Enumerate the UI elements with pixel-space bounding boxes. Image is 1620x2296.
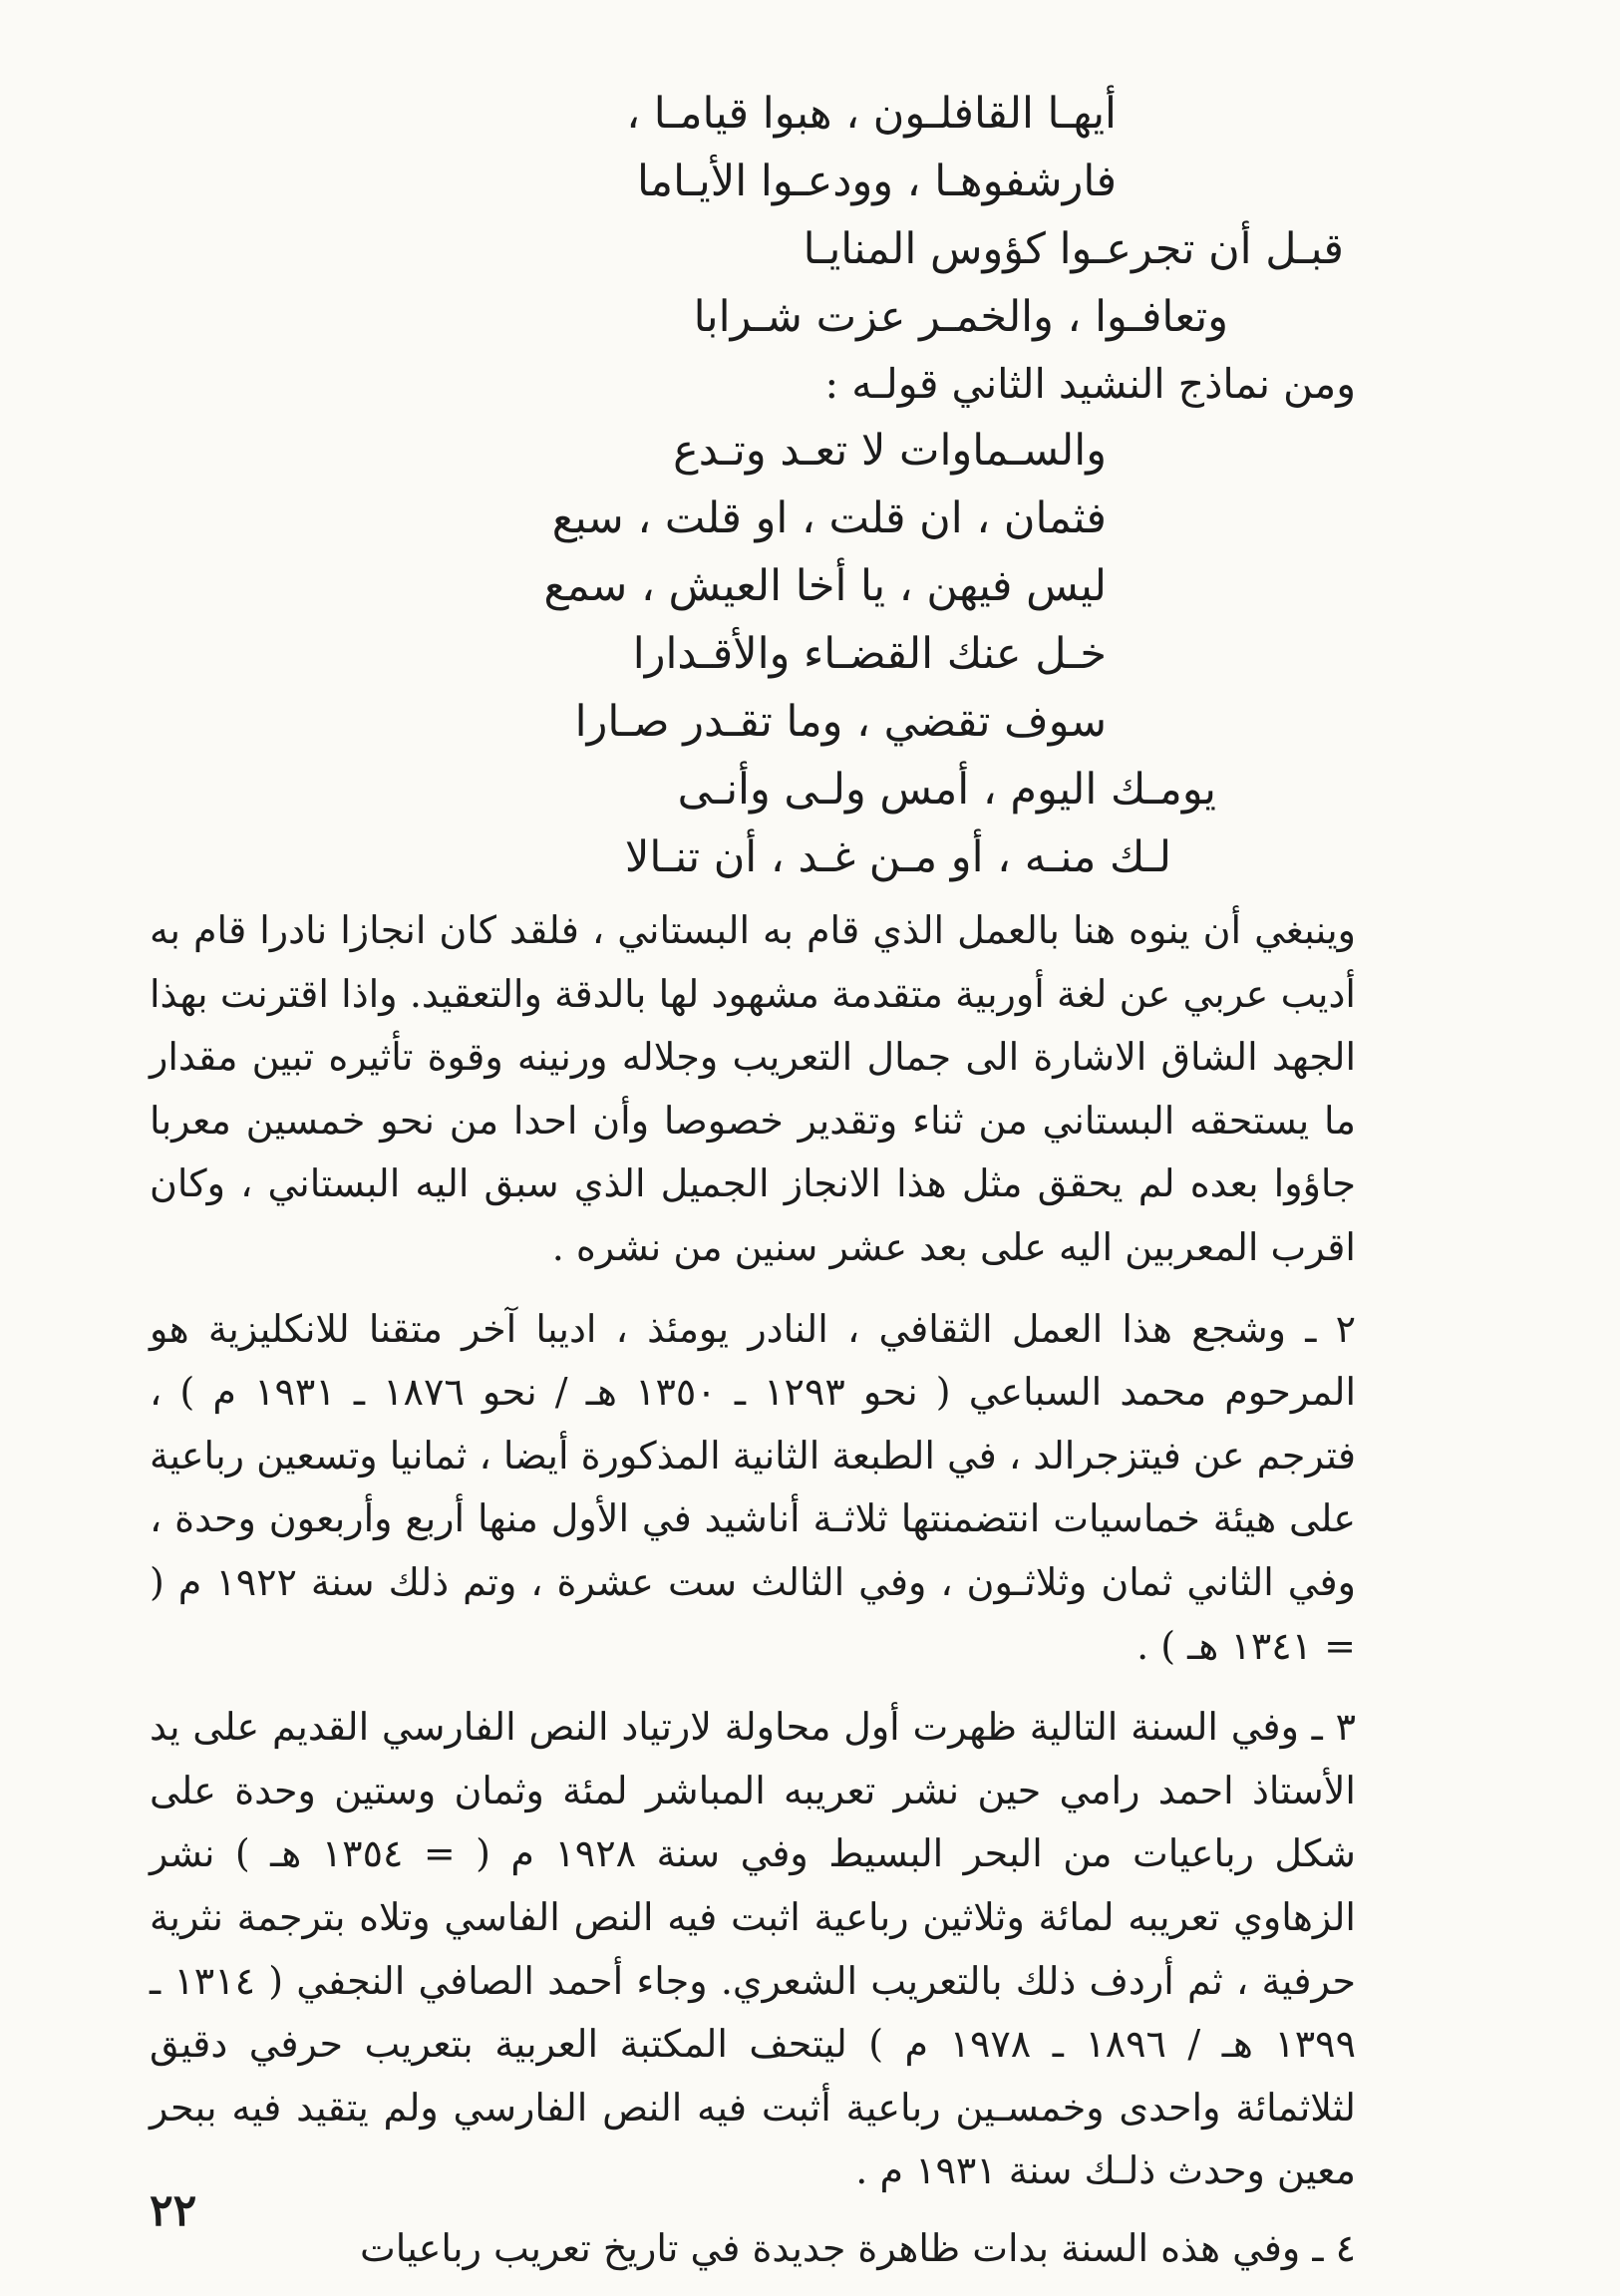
document-page xyxy=(150,80,1356,2270)
verse-line: فارشفوهـا ، وودعـوا الأيـاما xyxy=(636,157,1117,206)
verse-line: سوف تقضي ، وما تقـدر صـارا xyxy=(574,697,1107,747)
body-paragraph: ٤ ـ وفي هذه السنة بدات ظاهرة جديدة في تاريخ تعريب رباعيات xyxy=(359,2225,1356,2270)
verse-line: فثمان ، ان قلت ، او قلت ، سبع xyxy=(551,493,1107,543)
verse-line: أيهـا القافلـون ، هبوا قيامـا ، xyxy=(626,89,1117,139)
verse-line: والسـماوات لا تعـد وتـدع xyxy=(673,426,1107,476)
poem-stanza-two xyxy=(150,417,1356,891)
body-paragraph: ٢ ـ وشجع هذا العمل الثقافي ، النادر يومئذ ، اديبا آخر متقنا للانكليزية هو المرحوم محمد السباعي ( نحو ١٢٩٣ ـ ١٣٥٠ هـ / نحو ١٨٧٦ ـ ١٩٣١ م ) ، فترجم عن فيتزجرالد ، في الطبعة الثانية المذكورة أيضا ، ثمانيا وتسعين رباعية على هيئة خماسيات انتضمنتها ثلاثـة أناشيد في الأول منها أربع وأربعون وحدة ، وفي الثاني ثمان وثلاثـون ، وفي الثالث ست عشرة ، وتم ذلك سنة ١٩٢٢ م ( = ١٣٤١ هـ ) . xyxy=(150,1306,1356,1668)
verse-line: قبـل أن تجرعـوا كؤوس المنايـا xyxy=(803,224,1344,274)
poem-stanza-one xyxy=(150,80,1356,351)
verse-line: وتعافـوا ، والخمـر عزت شـرابا xyxy=(693,292,1228,342)
verse-line: ليس فيهن ، يا أخا العيش ، سمع xyxy=(543,561,1107,611)
verse-line: خـل عنك القضـاء والأقـدارا xyxy=(632,629,1107,679)
poem-intro-line: ومن نماذج النشيد الثاني قولـه : xyxy=(824,360,1356,408)
body-paragraph: ٣ ـ وفي السنة التالية ظهرت أول محاولة لارتياد النص الفارسي القديم على يد الأستاذ احمد رامي حين نشر تعريبه المباشر لمئة وثمان وستين وحدة على شكل رباعيات من البحر البسيط وفي سنة ١٩٢٨ م ( = ١٣٥٤ هـ ) نشر الزهاوي تعريبه لمائة وثلاثين رباعية اثبت فيه النص الفاسي وتلاه بترجمة نثرية حرفية ، ثم أردف ذلك بالتعريب الشعري. وجاء أحمد الصافي النجفي ( ١٣١٤ ـ ١٣٩٩ هـ / ١٨٩٦ ـ ١٩٧٨ م ) ليتحف المكتبة العربية بتعريب حرفي دقيق لثلاثمائة واحدى وخمسـين رباعية أثبت فيه النص الفارسي ولم يتقيد فيه ببحر معين وحدث ذلـك سنة ١٩٣١ م . xyxy=(150,1705,1356,2193)
page-number: ٢٢ xyxy=(150,2185,197,2236)
verse-line: لـك منـه ، أو مـن غـد ، أن تنـالا xyxy=(624,832,1171,882)
body-paragraph: وينبغي أن ينوه هنا بالعمل الذي قام به البستاني ، فلقد كان انجازا نادرا قام به أديب عربي عن لغة أوربية متقدمة مشهود لها بالدقة والتعقيد. واذا اقترنت بهذا الجهد الشاق الاشارة الى جمال التعريب وجلاله ورنينه وقوة تأثيره تبين مقدار ما يستحقه البستاني من ثناء وتقدير خصوصا وأن احدا من نحو خمسين معربا جاؤوا بعده لم يحقق مثل هذا الانجاز الجميل الذي سبق اليه البستاني ، وكان اقرب المعربين اليه على بعد عشر سنين من نشره . xyxy=(150,908,1356,1269)
verse-line: يومـك اليوم ، أمس ولـى وأنـى xyxy=(677,765,1216,815)
